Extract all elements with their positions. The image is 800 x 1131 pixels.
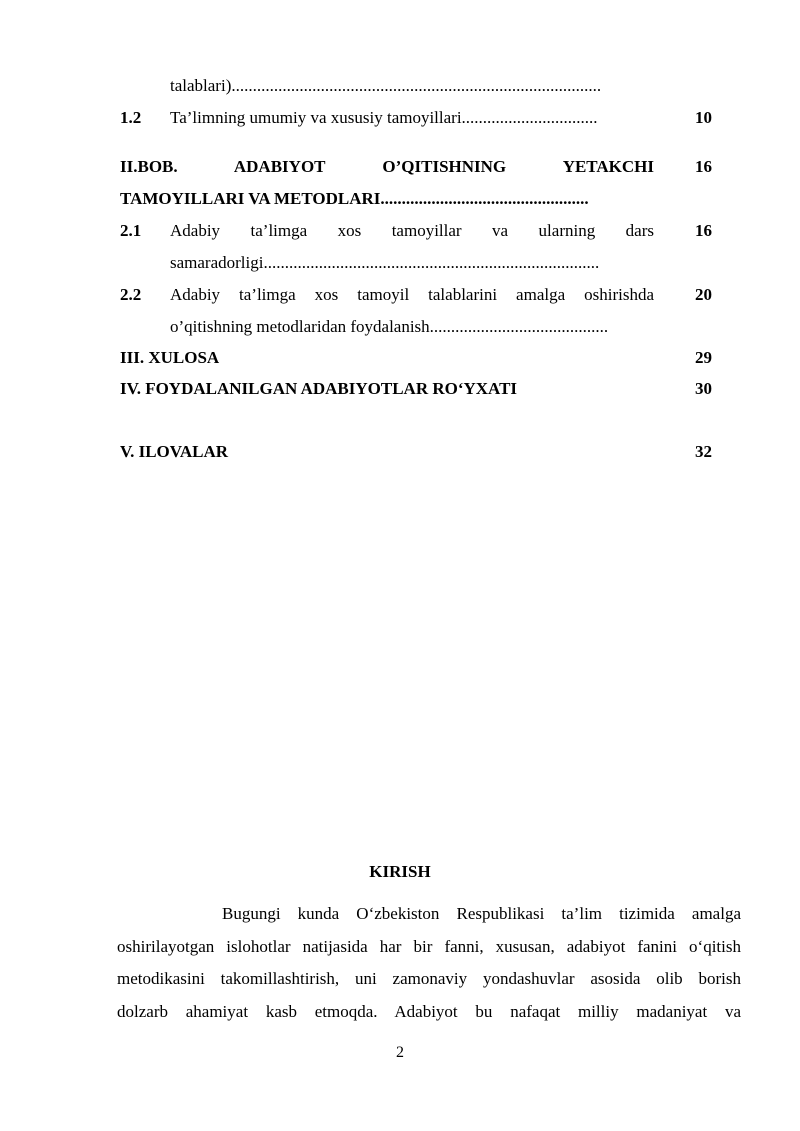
toc-entry-page: 16 <box>695 157 712 176</box>
toc-entry-title: V. ILOVALAR <box>120 442 229 461</box>
toc-continuation <box>120 70 712 102</box>
toc-entry-page: 20 <box>695 285 712 304</box>
section-body <box>117 898 741 1028</box>
toc-entry-conclusion[interactable] <box>120 342 712 374</box>
toc-entry-number: 2.1 <box>120 221 142 240</box>
toc-entry-title-cont: TAMOYILLARI VA METODLARI................................................. <box>120 189 589 208</box>
toc-entry-references[interactable] <box>120 373 712 405</box>
toc-entry-page: 30 <box>695 379 712 398</box>
toc-entry-page: 16 <box>695 221 712 240</box>
toc-entry-title: III. XULOSA <box>120 348 220 367</box>
toc-entry-appendices[interactable] <box>120 436 712 468</box>
toc-entry-1-2[interactable] <box>120 102 712 134</box>
toc-entry-2-1[interactable] <box>120 215 712 279</box>
toc-entry-page: 10 <box>695 108 712 127</box>
toc-entry-number: 2.2 <box>120 285 142 304</box>
toc-entry-title-cont: samaradorligi............................................................................... <box>170 253 600 272</box>
toc-entry-title: IV. FOYDALANILGAN ADABIYOTLAR RO‘YXATI <box>120 379 518 398</box>
body-line: oshirilayotgan islohotlar natijasida har bir fanni, xususan, adabiyot fanini o‘qitish <box>117 936 741 956</box>
body-line: dolzarb ahamiyat kasb etmoqda. Adabiyot bu nafaqat milliy madaniyat va <box>117 1001 741 1021</box>
toc-entry-chapter-2[interactable] <box>120 151 712 215</box>
page-number: 2 <box>396 1044 404 1061</box>
toc-entry-page: 32 <box>695 442 712 461</box>
toc-continuation-line: talablari)....................................................................................... <box>170 76 602 95</box>
toc-entry-title: II.BOB. ADABIYOT O’QITISHNING YETAKCHI <box>120 157 654 176</box>
section-heading: KIRISH <box>369 862 431 881</box>
toc-entry-title: Adabiy ta’limga xos tamoyillar va ularning dars <box>170 221 654 240</box>
body-line: Bugungi kunda O‘zbekiston Respublikasi ta’lim tizimida amalga <box>222 904 741 923</box>
toc-entry-title: Adabiy ta’limga xos tamoyil talablarini amalga oshirishda <box>170 285 654 304</box>
toc-entry-title: Ta’limning umumiy va xususiy tamoyillari................................ <box>170 108 598 127</box>
toc-entry-title-cont: o’qitishning metodlaridan foydalanish.......................................... <box>170 317 609 336</box>
body-line: metodikasini takomillashtirish, uni zamonaviy yondashuvlar asosida olib borish <box>117 969 741 988</box>
toc-entry-page: 29 <box>695 348 712 367</box>
toc-entry-2-2[interactable] <box>120 279 712 343</box>
toc-entry-number: 1.2 <box>120 108 142 127</box>
